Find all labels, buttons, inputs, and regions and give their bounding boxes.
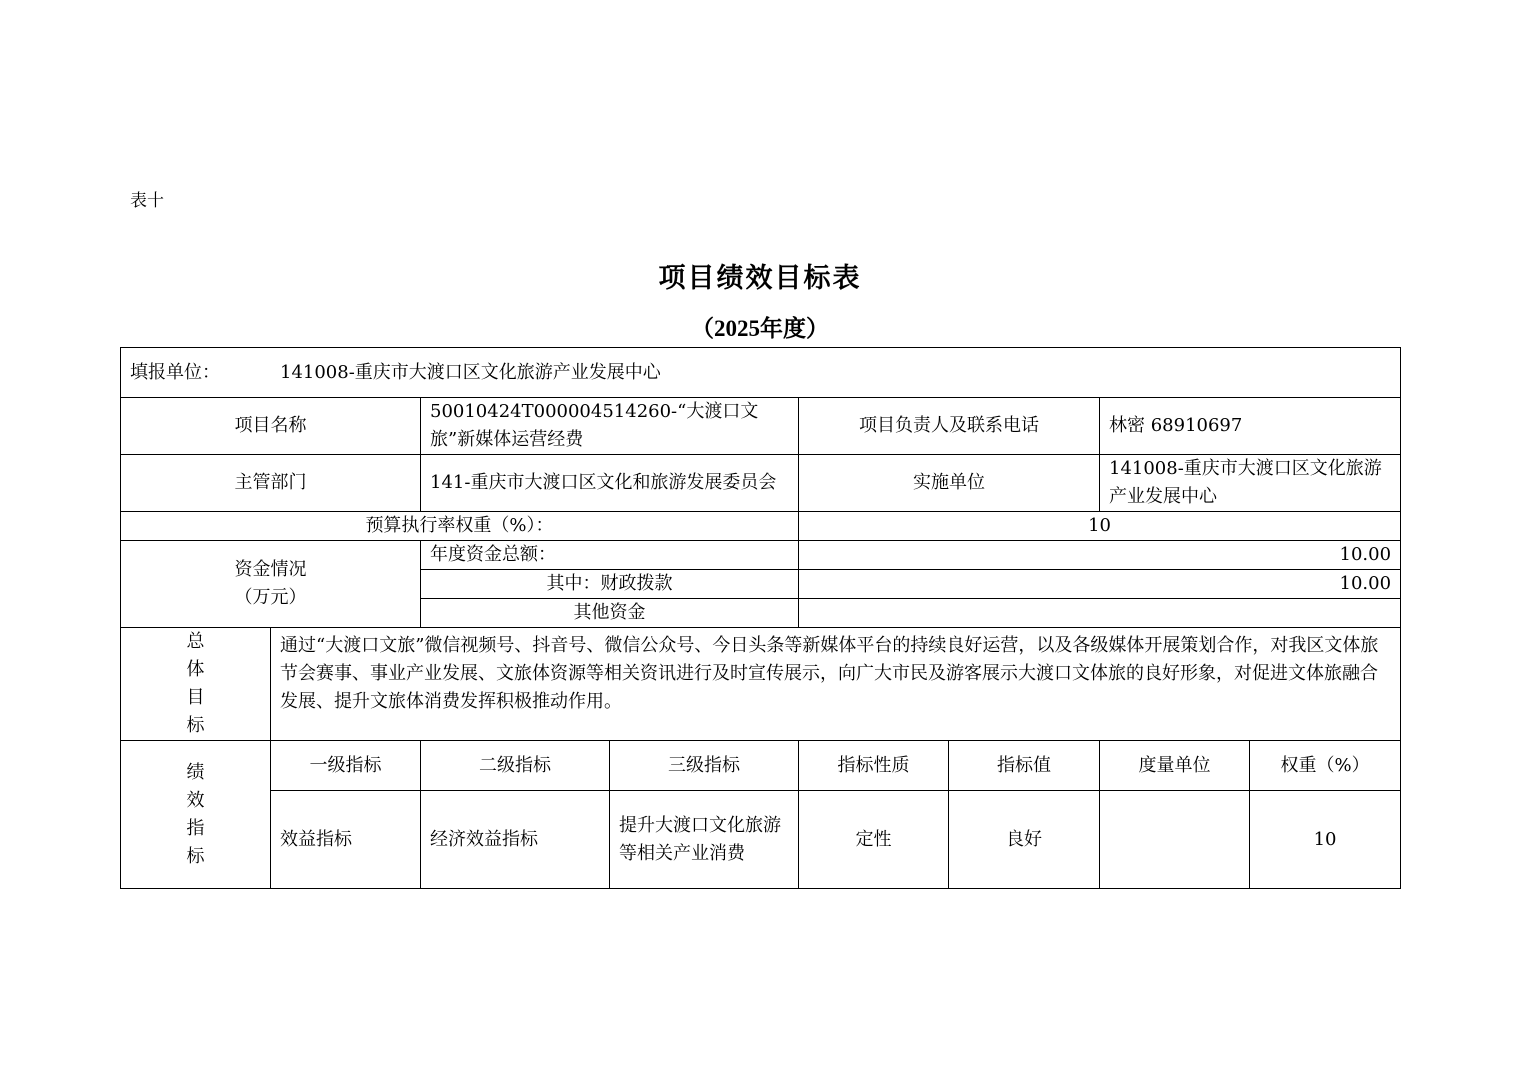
page-title: 项目绩效目标表	[658, 263, 862, 294]
indicators-label	[121, 741, 271, 889]
project-contact-value: 林密 68910697	[1100, 398, 1401, 455]
implementing-unit-label: 实施单位	[799, 455, 1100, 512]
budget-rate-value: 10	[799, 512, 1401, 541]
indicator-header-value: 指标值	[949, 741, 1100, 791]
overall-goal-label	[121, 628, 271, 741]
indicator-header-level3: 三级指标	[610, 741, 799, 791]
indicator-level1: 效益指标	[271, 791, 421, 889]
indicator-header-weight: 权重（%）	[1250, 741, 1401, 791]
indicators-char: 效	[186, 789, 205, 811]
department-value: 141-重庆市大渡口区文化和旅游发展委员会	[421, 455, 799, 512]
indicator-value: 良好	[949, 791, 1100, 889]
funds-total-row	[121, 541, 1401, 570]
year-subtitle	[0, 310, 1520, 343]
indicator-header-unit: 度量单位	[1100, 741, 1250, 791]
budget-rate-label: 预算执行率权重（%）：	[121, 512, 799, 541]
indicator-level3: 提升大渡口文化旅游等相关产业消费	[610, 791, 799, 889]
overall-goal-text: 通过“大渡口文旅”微信视频号、抖音号、微信公众号、今日头条等新媒体平台的持续良好运营，以及各级媒体开展策划合作，对我区文体旅节会赛事、事业产业发展、文旅体资源等相关资讯进行及时宣传展示，向广大市民及游客展示大渡口文体旅的良好形象，对促进文体旅融合发展、提升文旅体消费发挥积极推动作用。	[271, 628, 1401, 741]
indicator-header-level1: 一级指标	[271, 741, 421, 791]
overall-goal-char: 总	[186, 631, 205, 652]
indicator-header-row	[121, 741, 1401, 791]
year-suffix: 年度）	[760, 315, 829, 342]
indicator-unit	[1100, 791, 1250, 889]
table-row	[121, 791, 1401, 889]
filling-unit-cell	[121, 348, 1401, 398]
table-number-label: 表十	[130, 191, 164, 211]
funds-other-label: 其他资金	[421, 599, 799, 628]
overall-goal-char: 标	[186, 715, 205, 736]
year-number: 2025	[714, 316, 760, 341]
indicator-weight: 10	[1250, 791, 1401, 889]
filling-unit-value: 141008-重庆市大渡口区文化旅游产业发展中心	[280, 361, 661, 383]
indicator-header-nature: 指标性质	[799, 741, 949, 791]
funds-fiscal-label: 其中：财政拨款	[421, 570, 799, 599]
project-name-value: 50010424T000004514260-“大渡口文旅”新媒体运营经费	[421, 398, 799, 455]
funds-total-label: 年度资金总额：	[421, 541, 799, 570]
project-name-row	[121, 398, 1401, 455]
overall-goal-row	[121, 628, 1401, 741]
indicator-header-level2: 二级指标	[421, 741, 610, 791]
budget-rate-row	[121, 512, 1401, 541]
funds-label	[121, 541, 421, 628]
department-label: 主管部门	[121, 455, 421, 512]
department-row	[121, 455, 1401, 512]
funds-label-line1: 资金情况	[234, 559, 307, 580]
project-contact-label: 项目负责人及联系电话	[799, 398, 1100, 455]
overall-goal-char: 目	[186, 687, 205, 708]
filling-unit-label: 填报单位：	[130, 361, 220, 383]
funds-total-value: 10.00	[799, 541, 1401, 570]
indicators-char: 标	[186, 845, 205, 867]
funds-other-value	[799, 599, 1401, 628]
funds-label-line2: （万元）	[234, 587, 307, 608]
overall-goal-char: 体	[186, 659, 205, 680]
indicators-char: 绩	[186, 761, 205, 783]
implementing-unit-value: 141008-重庆市大渡口区文化旅游产业发展中心	[1100, 455, 1401, 512]
indicator-level2: 经济效益指标	[421, 791, 610, 889]
project-name-label: 项目名称	[121, 398, 421, 455]
year-open-paren: （	[691, 315, 714, 342]
funds-fiscal-value: 10.00	[799, 570, 1401, 599]
performance-goal-table	[120, 347, 1401, 889]
filling-unit-row	[121, 348, 1401, 398]
indicators-char: 指	[186, 817, 205, 839]
indicator-nature: 定性	[799, 791, 949, 889]
